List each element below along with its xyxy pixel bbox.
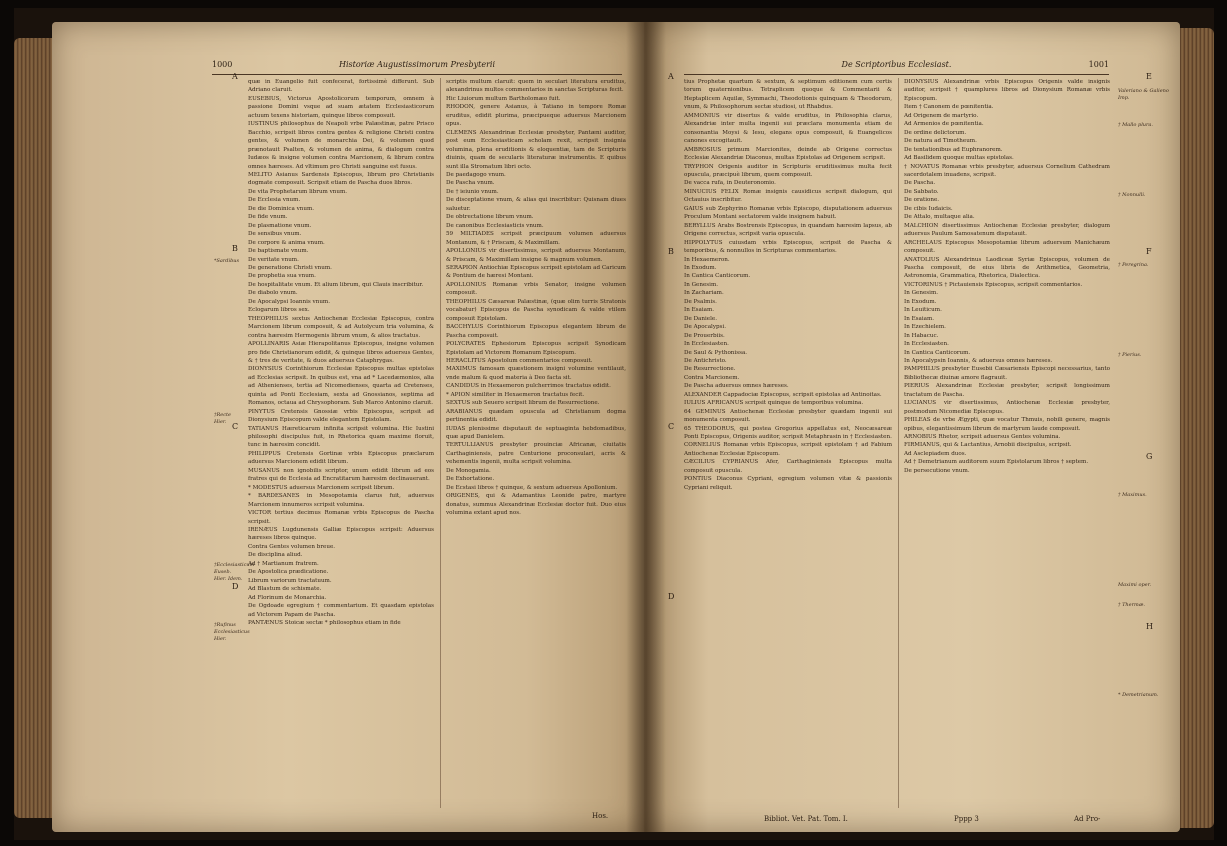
text-line: In Zachariam. — [684, 290, 724, 297]
left-column-2 — [446, 78, 626, 798]
text-line: tius Prophetæ quartum & sextum, & septimum editionem cum certis torum quaternionibus. Tetraplicem quoque & Commentarii & Heptaplicem Aquilæ, Symmachi, Theodotionis quinquam & Theodorum, vnum, & Philosophorum sectæ studiosi, ut Rhabdus. — [684, 79, 892, 111]
text-line: De veritate vnum. — [248, 256, 299, 263]
text-line: IRENÆUS Lugdunensis Galliæ Episcopus scripsit: Aduersus hæreses libros quinque. — [248, 527, 434, 542]
text-line: De ordine delictorum. — [904, 129, 967, 136]
text-line: MALCHION disertissimus Antiochenæ Ecclesiæ presbyter, dialogum aduersus Paulum Samosatenum disputauit. — [904, 222, 1110, 238]
text-line: De Pascha. — [904, 180, 936, 187]
text-line: SEXTUS sub Seuero scripsit librum de Resurrectione. — [446, 400, 600, 407]
text-line: BERYLLUS Arabs Bostrensis Episcopus, in quandam hæresim lapsus, ab Origene correctus, scripsit varia opuscula. — [684, 222, 892, 238]
text-line: IUSTINUS philosophus de Neapoli vrbe Palæstinæ, patre Prisco Bacchio, scripsit libros contra gentes & religione Christi contra gentes, & volumen de monarchia Dei, & volumen quod prænotauit Psalten, & volumen de anima, & dialogum contra Iudæos & insigne volumen contra Marcionem, & librum contra omnes hæreses. Ad vltimum pro Christi sanguine est fusus. — [248, 121, 434, 170]
text-line: De paedagogo vnum. — [446, 171, 506, 178]
text-line: In Hexaemeron. — [684, 256, 730, 263]
text-line: TATIANUS Hæreticarum infinita scripsit volumina. Hic Iustini philosophi discipulus fuit, in Rhetorica quam maxime floruit, tunc in hæresim concidit. — [248, 425, 434, 449]
text-line: De Exhortatione. — [446, 476, 495, 483]
margin-letter-b: B — [232, 244, 238, 253]
left-page-number: 1000 — [212, 60, 233, 69]
margin-note: † Pierius. — [1118, 352, 1142, 358]
text-line: De Monogamia. — [446, 467, 491, 474]
text-line: In Apocalypsin Ioannis, & aduersus omnes hæreses. — [904, 357, 1053, 364]
text-line: De persecutione vnum. — [904, 467, 970, 474]
text-line: APOLLONIUS Romanæ vrbis Senator, insigne volumen composuit. — [446, 281, 626, 297]
text-line: IULIUS AFRICANUS scripsit quinque de temporibus volumina. — [684, 400, 864, 407]
margin-letter-e: E — [1146, 72, 1152, 81]
text-line: CLEMENS Alexandrinæ Ecclesiæ presbyter, Pantæni auditor, post eum Ecclesiasticam scholam rexit, scripsit insignia volumina, plena eruditionis & eloquentiæ, tam de Scripturis diuinis, quam de secularis literaturæ instrumentis. E quibus sunt illa Stromatum libri octo. — [446, 129, 626, 170]
text-line: PHILIPPUS Cretensis Gortinæ vrbis Episcopus præclarum aduersus Marcionem edidit librum. — [248, 450, 434, 466]
margin-letter-h: H — [1146, 622, 1153, 631]
text-line: * APION similiter in Hexaemeron tractatus fecit. — [446, 391, 585, 398]
right-page — [644, 22, 1180, 832]
margin-letter-a: A — [668, 72, 674, 81]
left-running-head — [212, 60, 622, 75]
text-line: De oratione. — [904, 197, 940, 204]
text-line: APOLLONIUS vir disertissimus, scripsit aduersus Montanum, & Priscam, & Maximillam insigne & magnum volumen. — [446, 248, 626, 263]
text-line: De Apocalypsi Ioannis vnum. — [248, 298, 330, 305]
margin-note: † Thermæ. — [1118, 602, 1146, 608]
text-line: RHODON, genere Asianus, à Tatiano in tempore Romæ eruditus, edidit plurima, præcipueque aduersus Marcionem opus. — [446, 104, 626, 128]
text-line: De vita Prophetarum librum vnum. — [248, 188, 348, 195]
right-running-head — [684, 60, 1109, 75]
text-line: De Apocalypsi. — [684, 324, 726, 331]
text-line: In Habacuc. — [904, 332, 939, 339]
text-line: HIPPOLYTUS cuiusdam vrbis Episcopus, scripsit de Pascha & temporibus, & nonnullos in Scripturas commentarios. — [684, 239, 892, 255]
text-line: Librum variorum tractatuum. — [248, 577, 332, 584]
margin-note: †Rufinus Ecclesiasticus Hier. — [214, 622, 250, 642]
text-line: De Attalo, multaque alia. — [904, 214, 975, 221]
text-line: PONTIUS Diaconus Cypriani, egregium volumen vitæ & passionis Cypriani reliquit. — [684, 476, 892, 491]
text-line: De sensibus vnum. — [248, 231, 302, 238]
margin-note: † Mallo plura. — [1118, 122, 1153, 128]
text-line: De die Dominica vnum. — [248, 205, 315, 212]
text-line: In Exodum. — [684, 264, 717, 271]
text-line: PANTÆNUS Stoicæ sectæ * philosophus etiam in fide — [248, 620, 401, 626]
text-line: Item † Canonem de pœnitentia. — [904, 104, 994, 111]
text-line: PHILEAS de vrbe Ægypti, quæ vocatur Thmuis, nobili genere, magnis opibus, elegantissimum librum de martyrum laude composuit. — [904, 417, 1110, 432]
text-line: De Resurrectione. — [684, 366, 736, 373]
text-line: ARCHELAUS Episcopus Mesopotamiæ librum aduersum Manichæum composuit. — [904, 239, 1110, 255]
text-line: ARABIANUS quædam opuscula ad Christianum dogma pertinentia edidit. — [446, 408, 626, 424]
page-edges-right — [1180, 28, 1214, 828]
text-line: quæ in Euangelio fuit confecerat, fortissimè differunt. Sub Adriano claruit. — [248, 79, 434, 94]
signature-mark: Bibliot. Vet. Pat. Tom. I. — [764, 815, 848, 823]
text-line: TERTULLIANUS presbyter prouinciæ Africanæ, ciuitatis Carthaginiensis, patre Centurione proconsulari, acris & vehementis ingenii, multa scripsit volumina. — [446, 442, 626, 466]
text-line: ORIGENES, qui & Adamantius Leonide patre, martyre donatus, summus Alexandrinæ Ecclesiæ doctor fuit. Duo eius volumina extant apud nos. — [446, 493, 626, 517]
text-line: De disciplina aliud. — [248, 552, 303, 559]
text-line: De Antichristo. — [684, 357, 727, 364]
margin-note: †Ecclesiasticum Euseb. Hier. Idem. — [214, 562, 255, 582]
text-line: PIERIUS Alexandrinæ Ecclesiæ presbyter, scripsit longissimum tractatum de Pascha. — [904, 383, 1110, 398]
text-line: De generatione Christi vnum. — [248, 264, 332, 271]
text-line: VICTORINUS † Pictauiensis Episcopus, scripsit commentarios. — [904, 281, 1083, 288]
text-line: Ad Armenios de pœnitentia. — [904, 121, 984, 128]
left-page — [52, 22, 644, 832]
text-line: VICTOR tertius decimus Romanæ vrbis Episcopus de Pascha scripsit. — [248, 510, 434, 525]
text-line: Ad Florinum de Monarchia. — [248, 594, 327, 601]
left-page-footer: Hos. — [592, 812, 609, 820]
margin-note: † Maximus. — [1118, 492, 1147, 498]
text-line: MAXIMUS famosam quæstionem insigni volumine ventilauit, vnde malum & quod materia à Deo facta sit. — [446, 366, 626, 381]
right-page-number: 1001 — [1088, 60, 1109, 69]
text-line: De natura ad Timotheum. — [904, 138, 977, 145]
text-line: GAIUS sub Zephyrino Romanæ vrbis Episcopo, disputationem aduersus Proculum Montani sectatorem valde insignem habuit. — [684, 205, 892, 221]
text-line: LUCIANUS vir disertissimus, Antiochenæ Ecclesiæ presbyter, postmodum Nicomediæ Episcopus. — [904, 400, 1110, 415]
text-line: Ad Basilidem quoque multas epistolas. — [904, 155, 1014, 162]
text-line: IUDAS plenissime disputauit de septuaginta hebdomadibus, quæ apud Danielem. — [446, 425, 626, 441]
margin-letter-f: F — [1146, 247, 1152, 256]
text-line: Ad Blastum de schismate. — [248, 586, 322, 593]
text-line: PAMPHILUS presbyter Eusebii Cæsariensis Episcopi necessarius, tanto Bibliothecæ diuinæ amore flagrauit. — [904, 366, 1110, 381]
text-line: In Ezechielem. — [904, 324, 946, 331]
text-line: De plasmatione vnum. — [248, 222, 312, 229]
text-line: MELITO Asianus Sardensis Episcopus, librum pro Christianis dogmate composuit. Scripsit etiam de Pascha duos libros. — [248, 171, 434, 187]
text-line: De Psalmis. — [684, 298, 717, 305]
text-line: * MODESTUS aduersus Marcionem scripsit librum. — [248, 484, 395, 491]
text-line: De baptismate vnum. — [248, 248, 309, 255]
margin-letter-g: G — [1146, 452, 1153, 461]
text-line: ALEXANDER Cappadociæ Episcopus, scripsit epistolas ad Antinoitas. — [684, 391, 882, 398]
text-line: In Genesim. — [684, 281, 719, 288]
open-book — [14, 8, 1214, 840]
catchword: Ad Pro- — [1074, 815, 1101, 823]
text-line: In Cantica Canticorum. — [684, 273, 751, 280]
text-line: De hospitalitate vnum. Et alium librum, qui Clauis inscribitur. — [248, 281, 424, 288]
text-line: THEOPHILUS Cæsareæ Palæstinæ, (quæ olim turris Stratonis vocabatur) Episcopus de Pascha synodicam & valde vtilem composuit Epistolam. — [446, 298, 626, 322]
text-line: De canonibus Ecclesiasticis vnum. — [446, 222, 544, 229]
text-line: Ad † Martianum fratrem. — [248, 560, 319, 567]
margin-letter-c: C — [232, 422, 239, 431]
right-column-1 — [684, 78, 892, 798]
text-line: EUSEBIUS, Victorus Apostolicorum temporum, omnem à passione Domini vsque ad suam ætatem Ecclesiasticorum actuum texens historiam, quinque libros composuit. — [248, 95, 434, 119]
margin-note: Valeriano & Galieno Imp. — [1118, 88, 1169, 101]
margin-note: †Recte Hier. — [214, 412, 231, 425]
page-edges-left — [14, 38, 54, 818]
text-line: De † ieiunio vnum. — [446, 188, 499, 195]
text-line: DIONYSIUS Corinthiorum Ecclesiæ Episcopus multas epistolas ad Ecclesias scripsit. In quibus est, vna ad * Lacedæmonios, alia ad Athenienses, tertia ad Nicomedienses, quarta ad Cretenses, quinta ad Ponti Ecclesiam, sexta ad Gnossianos, septima ad Romanos, octaua ad Chrysophoram. Sub Marco Antonino claruit. — [248, 366, 434, 407]
text-line: DIONYSIUS Alexandrinæ vrbis Episcopus Origenis valde insignis auditor, scripsit † quamplures libros ad Dionysium Romanæ vrbis Episcopum. — [904, 79, 1110, 102]
text-line: AMMONIUS vir disertus & valde eruditus, in Philosophia clarus, Alexandriæ inter multa ingenii sui præclara monumenta etiam de consonantia Moysi & Iesu, elegans opus composuit, & Euangelicos canones excogitauit. — [684, 112, 892, 145]
text-line: Ad † Demetrianum auditorem suum Epistolarum libros † septem. — [904, 459, 1089, 466]
margin-note: Maximi oper. — [1118, 582, 1152, 588]
text-line: THEOPHILUS sextus Antiochenæ Ecclesiæ Episcopus, contra Marcionem librum composuit, & ad Autolycum tria volumina, & contra hæresim Hermogenis librum vnum, & alios tractatus. — [248, 315, 434, 339]
text-line: De diabolo vnum. — [248, 290, 298, 297]
text-line: HERACLITUS Apostolum commentarios composuit. — [446, 357, 593, 364]
text-line: In Leuiticum. — [904, 307, 942, 314]
text-line: 59 MILTIADES scripsit præcipuum volumen aduersus Montanum, & † Priscam, & Maximillam. — [446, 231, 626, 246]
text-line: De vacca rufa, in Deuteronomio. — [684, 180, 776, 187]
text-line: CÆCILIUS CYPRIANUS Afer, Carthaginiensis Episcopus multa composuit opuscula. — [684, 459, 892, 474]
text-line: De disceptatione vnum, & alias qui inscribitur: Quisnam diues saluetur. — [446, 197, 626, 212]
text-line: Hic Liuiorum multum Bartholomæo fuit. — [446, 95, 561, 102]
text-line: De tentationibus ad Euphranorem. — [904, 146, 1003, 153]
text-line: In Ecclesiasten. — [904, 341, 949, 348]
text-line: AMBROSIUS primum Marcionites, deinde ab Origene correctus Ecclesiæ Alexandriæ Diaconus, multas Epistolas ad Origenem scripsit. — [684, 146, 892, 162]
margin-letter-d: D — [668, 592, 675, 601]
text-line: De Apostolica prædicatione. — [248, 569, 329, 576]
text-line: Ad Origenem de martyrio. — [904, 112, 979, 119]
text-line: De Saul & Pythonissa. — [684, 349, 748, 356]
text-line: De Ecstasi libros † quinque, & sextum aduersus Apollonium. — [446, 484, 618, 491]
text-line: MINUCIUS FELIX Romæ insignis causidicus scripsit dialogum, qui Octauius inscribitur. — [684, 188, 892, 204]
text-line: PINYTUS Cretensis Gnossiæ vrbis Episcopus, scripsit ad Dionysium Episcopum valde elegantem Epistolam. — [248, 408, 434, 424]
text-line: In Esaiam. — [684, 307, 715, 314]
text-line: De Pascha aduersus omnes hæreses. — [684, 383, 789, 390]
text-line: BACCHYLUS Corinthiorum Episcopus elegantem librum de Pascha composuit. — [446, 324, 626, 339]
text-line: APOLLINARIS Asiæ Hierapolitanus Episcopus, insigne volumen pro fide Christianorum edidit, & quinque libros aduersus Gentes, & † tres de veritate, & duos aduersus Cataphrygas. — [248, 341, 434, 364]
text-line: De Pascha vnum. — [446, 180, 495, 187]
left-column-1 — [248, 78, 434, 798]
text-line: Contra Marcionem. — [684, 374, 740, 381]
text-line: In Genesim. — [904, 290, 939, 297]
margin-letter-d: D — [232, 582, 239, 591]
text-line: Ad Asclepiadem duos. — [904, 450, 967, 457]
text-line: CORNELIUS Romanæ vrbis Episcopus, scripsit epistolam † ad Fabium Antiochenæ Ecclesiæ Episcopum. — [684, 442, 892, 457]
text-line: ANATOLIUS Alexandrinus Laodiceæ Syriæ Episcopus, volumen de Pascha composuit, de eius libris de Arithmetica, Geometria, Astronomia, Grammatica, Rhetorica, Dialectica. — [904, 256, 1110, 280]
right-column-2 — [904, 78, 1110, 798]
text-line: De obtrectatione librum vnum. — [446, 214, 534, 221]
margin-letter-c: C — [668, 422, 675, 431]
text-line: Contra Gentes volumen breue. — [248, 543, 336, 550]
margin-note: † Nonnulli. — [1118, 192, 1146, 198]
text-line: De Ogdoade egregium † commentarium. Et quasdam epistolas ad Victorem Papam de Pascha. — [248, 603, 434, 618]
margin-letter-b: B — [668, 247, 674, 256]
text-line: De fide vnum. — [248, 214, 288, 221]
text-line: 64 GEMINUS Antiochenæ Ecclesiæ presbyter quædam ingenii sui monumenta composuit. — [684, 408, 892, 424]
text-line: FIRMIANUS, qui & Lactantius, Arnobii discipulus, scripsit. — [904, 442, 1072, 449]
text-line: Eclogarum libros sex. — [248, 307, 310, 314]
column-rule — [440, 78, 441, 808]
text-line: In Ecclesiasten. — [684, 341, 729, 348]
text-line: De corpore & anima vnum. — [248, 239, 325, 246]
text-line: De Sabbato. — [904, 188, 939, 195]
text-line: In Cantica Canticorum. — [904, 349, 971, 356]
margin-note: † Peregrina. — [1118, 262, 1149, 268]
margin-note: * Demetrianum. — [1118, 692, 1159, 698]
text-line: SERAPION Antiochiæ Episcopus scripsit epistolam ad Caricum & Pontium de hæresi Montani. — [446, 264, 626, 280]
text-line: De cibis Iudaicis. — [904, 205, 953, 212]
text-line: In Exodum. — [904, 298, 937, 305]
book-gutter — [626, 22, 666, 832]
text-line: De prophetia sua vnum. — [248, 273, 316, 280]
text-line: CANDIDUS in Hexaemeron pulcherrimos tractatus edidit. — [446, 383, 611, 390]
text-line: scriptis multum claruit: quem in seculari literatura eruditus, alexandrinus multos commentarios in sanctas Scripturas fecit. — [446, 79, 626, 94]
gathering-mark: Pppp 3 — [954, 815, 979, 823]
text-line: In Esaiam. — [904, 315, 935, 322]
text-line: De Prouerbiis. — [684, 332, 725, 339]
text-line: 65 THEODORUS, qui postea Gregorius appellatus est, Neocæsareæ Ponti Episcopus, Origenis auditor, scripsit Metaphrasin in † Ecclesiasten. — [684, 425, 892, 441]
text-line: * BARDESANES in Mesopotamia clarus fuit, aduersus Marcionem innumeros scripsit volumina. — [248, 493, 434, 508]
text-line: De Daniele. — [684, 315, 717, 322]
text-line: De Ecclesia vnum. — [248, 197, 301, 204]
margin-letter-a: A — [232, 72, 238, 81]
text-line: POLYCRATES Ephesiorum Episcopus scripsit Synodicam Epistolam ad Victorem Romanum Episcopum. — [446, 341, 626, 356]
text-line: ARNOBIUS Rhetor, scripsit aduersus Gentes volumina. — [904, 434, 1061, 441]
text-line: † NOVATUS Romanæ vrbis presbyter, aduersus Cornelium Cathedram sacerdotalem inuadens, scripsit. — [904, 163, 1110, 178]
right-running-title: De Scriptoribus Ecclesiast. — [841, 60, 952, 69]
text-line: TRYPHON Origenis auditor in Scripturis eruditissimus multa fecit opuscula, præcipuè librum, quem composuit. — [684, 163, 892, 178]
left-running-title: Historiæ Augustissimorum Presbyterii — [338, 60, 496, 69]
column-rule — [898, 78, 899, 808]
margin-note: *Sardibus — [214, 258, 240, 264]
text-line: MUSANUS non ignobilis scriptor, unum edidit librum ad eos fratres qui de Ecclesia ad Encratitarum hæresim declinauerant. — [248, 467, 434, 483]
